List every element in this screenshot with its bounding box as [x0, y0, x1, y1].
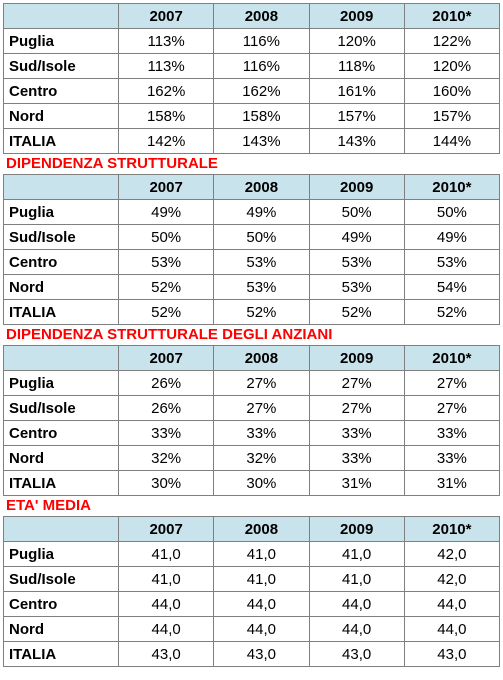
value-cell: 43,0 — [214, 642, 309, 667]
value-cell: 160% — [404, 79, 499, 104]
value-cell: 31% — [404, 471, 499, 496]
value-cell: 53% — [309, 275, 404, 300]
value-cell: 52% — [119, 300, 214, 325]
value-cell: 161% — [309, 79, 404, 104]
value-cell: 122% — [404, 29, 499, 54]
value-cell: 33% — [309, 421, 404, 446]
value-cell: 157% — [309, 104, 404, 129]
value-cell: 50% — [119, 225, 214, 250]
value-cell: 52% — [214, 300, 309, 325]
value-cell: 158% — [119, 104, 214, 129]
header-row — [4, 346, 500, 371]
value-cell: 44,0 — [119, 617, 214, 642]
year-header: 2009 — [309, 517, 404, 542]
value-cell: 26% — [119, 396, 214, 421]
header-corner-cell — [4, 517, 119, 542]
region-label: Puglia — [4, 29, 119, 54]
header-corner-cell — [4, 4, 119, 29]
value-cell: 53% — [119, 250, 214, 275]
value-cell: 52% — [119, 275, 214, 300]
region-label: ITALIA — [4, 300, 119, 325]
table-row — [4, 200, 500, 225]
value-cell: 42,0 — [404, 567, 499, 592]
value-cell: 32% — [214, 446, 309, 471]
year-header: 2008 — [214, 4, 309, 29]
year-header: 2010* — [404, 175, 499, 200]
value-cell: 157% — [404, 104, 499, 129]
value-cell: 31% — [309, 471, 404, 496]
section-title: ETA' MEDIA — [6, 497, 91, 514]
region-label: ITALIA — [4, 642, 119, 667]
region-label: Puglia — [4, 371, 119, 396]
value-cell: 33% — [214, 421, 309, 446]
document-root — [3, 3, 499, 667]
table-row — [4, 396, 500, 421]
value-cell: 44,0 — [119, 592, 214, 617]
table-row — [4, 371, 500, 396]
value-cell: 43,0 — [404, 642, 499, 667]
value-cell: 53% — [309, 250, 404, 275]
section-title: DIPENDENZA STRUTTURALE DEGLI ANZIANI — [6, 326, 333, 343]
region-label: Nord — [4, 275, 119, 300]
value-cell: 41,0 — [119, 567, 214, 592]
value-cell: 52% — [404, 300, 499, 325]
value-cell: 33% — [404, 421, 499, 446]
region-label: Sud/Isole — [4, 567, 119, 592]
value-cell: 162% — [119, 79, 214, 104]
value-cell: 50% — [214, 225, 309, 250]
year-header: 2008 — [214, 346, 309, 371]
value-cell: 113% — [119, 29, 214, 54]
value-cell: 41,0 — [309, 567, 404, 592]
value-cell: 27% — [404, 396, 499, 421]
stats-table — [3, 3, 500, 154]
value-cell: 26% — [119, 371, 214, 396]
value-cell: 118% — [309, 54, 404, 79]
value-cell: 50% — [404, 200, 499, 225]
header-row — [4, 517, 500, 542]
region-label: Sud/Isole — [4, 225, 119, 250]
value-cell: 43,0 — [119, 642, 214, 667]
value-cell: 30% — [214, 471, 309, 496]
value-cell: 27% — [404, 371, 499, 396]
table-row — [4, 104, 500, 129]
value-cell: 143% — [214, 129, 309, 154]
region-label: Sud/Isole — [4, 54, 119, 79]
year-header: 2008 — [214, 517, 309, 542]
table-row — [4, 129, 500, 154]
value-cell: 50% — [309, 200, 404, 225]
stats-table — [3, 345, 500, 496]
year-header: 2007 — [119, 175, 214, 200]
value-cell: 41,0 — [119, 542, 214, 567]
value-cell: 116% — [214, 54, 309, 79]
value-cell: 42,0 — [404, 542, 499, 567]
value-cell: 44,0 — [404, 592, 499, 617]
table-row — [4, 542, 500, 567]
stats-table — [3, 516, 500, 667]
value-cell: 49% — [119, 200, 214, 225]
region-label: Nord — [4, 446, 119, 471]
value-cell: 53% — [214, 250, 309, 275]
header-corner-cell — [4, 346, 119, 371]
year-header: 2010* — [404, 4, 499, 29]
table-row — [4, 79, 500, 104]
table-row — [4, 446, 500, 471]
region-label: Centro — [4, 592, 119, 617]
header-row — [4, 175, 500, 200]
region-label: Puglia — [4, 542, 119, 567]
year-header: 2009 — [309, 346, 404, 371]
value-cell: 44,0 — [214, 592, 309, 617]
section-title: DIPENDENZA STRUTTURALE — [6, 155, 218, 172]
value-cell: 120% — [309, 29, 404, 54]
region-label: Centro — [4, 421, 119, 446]
value-cell: 120% — [404, 54, 499, 79]
value-cell: 41,0 — [214, 567, 309, 592]
value-cell: 142% — [119, 129, 214, 154]
value-cell: 33% — [119, 421, 214, 446]
value-cell: 49% — [214, 200, 309, 225]
table-row — [4, 592, 500, 617]
table-row — [4, 29, 500, 54]
region-label: Centro — [4, 250, 119, 275]
value-cell: 44,0 — [214, 617, 309, 642]
value-cell: 143% — [309, 129, 404, 154]
region-label: Nord — [4, 104, 119, 129]
value-cell: 30% — [119, 471, 214, 496]
table-row — [4, 567, 500, 592]
table-row — [4, 421, 500, 446]
table-row — [4, 54, 500, 79]
value-cell: 49% — [309, 225, 404, 250]
value-cell: 33% — [404, 446, 499, 471]
value-cell: 116% — [214, 29, 309, 54]
value-cell: 32% — [119, 446, 214, 471]
table-row — [4, 225, 500, 250]
year-header: 2008 — [214, 175, 309, 200]
value-cell: 113% — [119, 54, 214, 79]
value-cell: 43,0 — [309, 642, 404, 667]
table-row — [4, 275, 500, 300]
year-header: 2009 — [309, 175, 404, 200]
value-cell: 144% — [404, 129, 499, 154]
region-label: Centro — [4, 79, 119, 104]
value-cell: 33% — [309, 446, 404, 471]
year-header: 2007 — [119, 4, 214, 29]
header-row — [4, 4, 500, 29]
value-cell: 53% — [404, 250, 499, 275]
value-cell: 41,0 — [309, 542, 404, 567]
value-cell: 44,0 — [309, 617, 404, 642]
year-header: 2009 — [309, 4, 404, 29]
year-header: 2007 — [119, 517, 214, 542]
stats-table — [3, 174, 500, 325]
value-cell: 162% — [214, 79, 309, 104]
year-header: 2010* — [404, 517, 499, 542]
value-cell: 27% — [309, 371, 404, 396]
region-label: Sud/Isole — [4, 396, 119, 421]
table-row — [4, 250, 500, 275]
table-row — [4, 642, 500, 667]
value-cell: 27% — [309, 396, 404, 421]
value-cell: 53% — [214, 275, 309, 300]
header-corner-cell — [4, 175, 119, 200]
value-cell: 54% — [404, 275, 499, 300]
value-cell: 27% — [214, 371, 309, 396]
table-row — [4, 300, 500, 325]
table-row — [4, 471, 500, 496]
region-label: ITALIA — [4, 129, 119, 154]
region-label: Puglia — [4, 200, 119, 225]
value-cell: 52% — [309, 300, 404, 325]
region-label: ITALIA — [4, 471, 119, 496]
value-cell: 44,0 — [404, 617, 499, 642]
region-label: Nord — [4, 617, 119, 642]
value-cell: 158% — [214, 104, 309, 129]
year-header: 2010* — [404, 346, 499, 371]
value-cell: 27% — [214, 396, 309, 421]
table-row — [4, 617, 500, 642]
value-cell: 44,0 — [309, 592, 404, 617]
year-header: 2007 — [119, 346, 214, 371]
value-cell: 41,0 — [214, 542, 309, 567]
value-cell: 49% — [404, 225, 499, 250]
